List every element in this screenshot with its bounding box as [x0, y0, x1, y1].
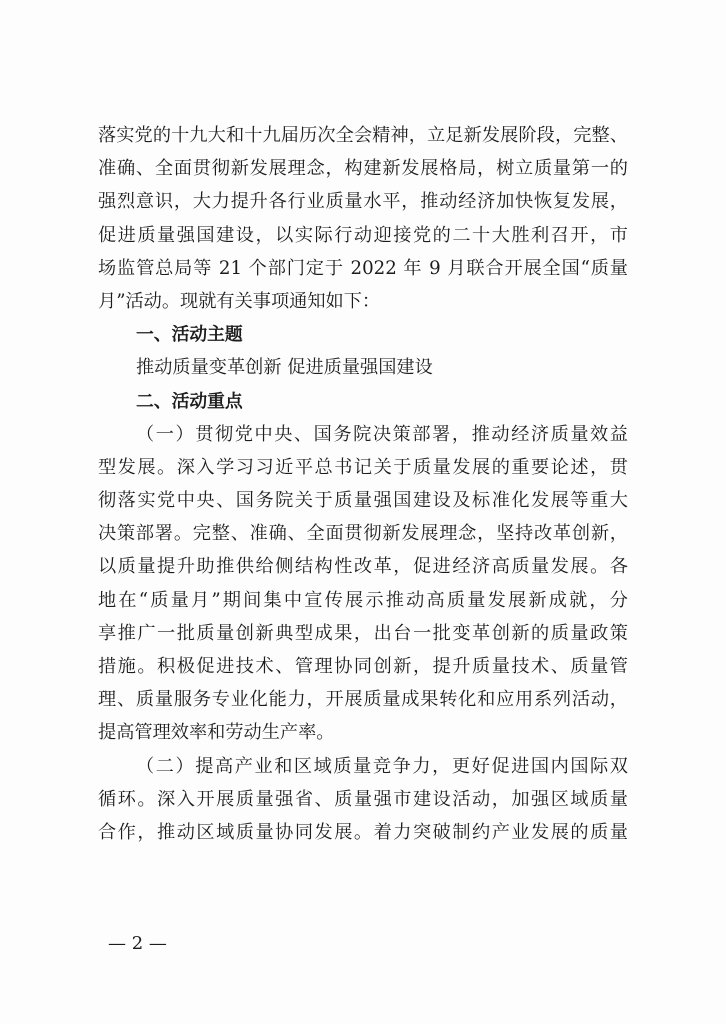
paragraph-line: 场监管总局等 21 个部门定于 2022 年 9 月联合开展全国“质量 [98, 257, 628, 279]
section-heading: 一、活动主题 [136, 324, 243, 346]
page-number: — 2 — [108, 933, 167, 954]
paragraph-line: 准确、全面贯彻新发展理念，构建新发展格局，树立质量第一的 [98, 158, 628, 180]
paragraph-line: 地在“质量月”期间集中宣传展示推动高质量发展新成就，分 [98, 589, 628, 611]
paragraph-line: 理、质量服务专业化能力，开展质量成果转化和应用系列活动， [98, 689, 628, 711]
document-body [98, 119, 628, 849]
paragraph-line: 型发展。深入学习习近平总书记关于质量发展的重要论述，贯 [98, 456, 628, 478]
paragraph-line: 月”活动。现就有关事项通知如下： [98, 290, 381, 312]
paragraph-line: 彻落实党中央、国务院关于质量强国建设及标准化发展等重大 [98, 490, 628, 512]
paragraph-line: 决策部署。完整、准确、全面贯彻新发展理念，坚持改革创新， [98, 523, 628, 545]
theme-line: 推动质量变革创新 促进质量强国建设 [136, 357, 433, 379]
paragraph-line: 强烈意识，大力提升各行业质量水平，推动经济加快恢复发展， [98, 191, 628, 213]
paragraph-line: 促进质量强国建设，以实际行动迎接党的二十大胜利召开，市 [98, 224, 628, 246]
section-heading: 二、活动重点 [136, 390, 243, 412]
paragraph-line: 合作，推动区域质量协同发展。着力突破制约产业发展的质量 [98, 821, 628, 843]
paragraph-line: 提高管理效率和劳动生产率。 [98, 722, 335, 744]
paragraph-line: 落实党的十九大和十九届历次全会精神，立足新发展阶段，完整、 [98, 125, 628, 146]
paragraph-line: 循环。深入开展质量强省、质量强市建设活动，加强区域质量 [98, 788, 628, 810]
paragraph-line: （一）贯彻党中央、国务院决策部署，推动经济质量效益 [136, 423, 628, 445]
paragraph-line: （二）提高产业和区域质量竞争力，更好促进国内国际双 [136, 755, 628, 777]
paragraph-line: 以质量提升助推供给侧结构性改革，促进经济高质量发展。各 [98, 556, 628, 578]
paragraph-line: 享推广一批质量创新典型成果，出台一批变革创新的质量政策 [98, 622, 628, 644]
paragraph-line: 措施。积极促进技术、管理协同创新，提升质量技术、质量管 [98, 656, 628, 677]
